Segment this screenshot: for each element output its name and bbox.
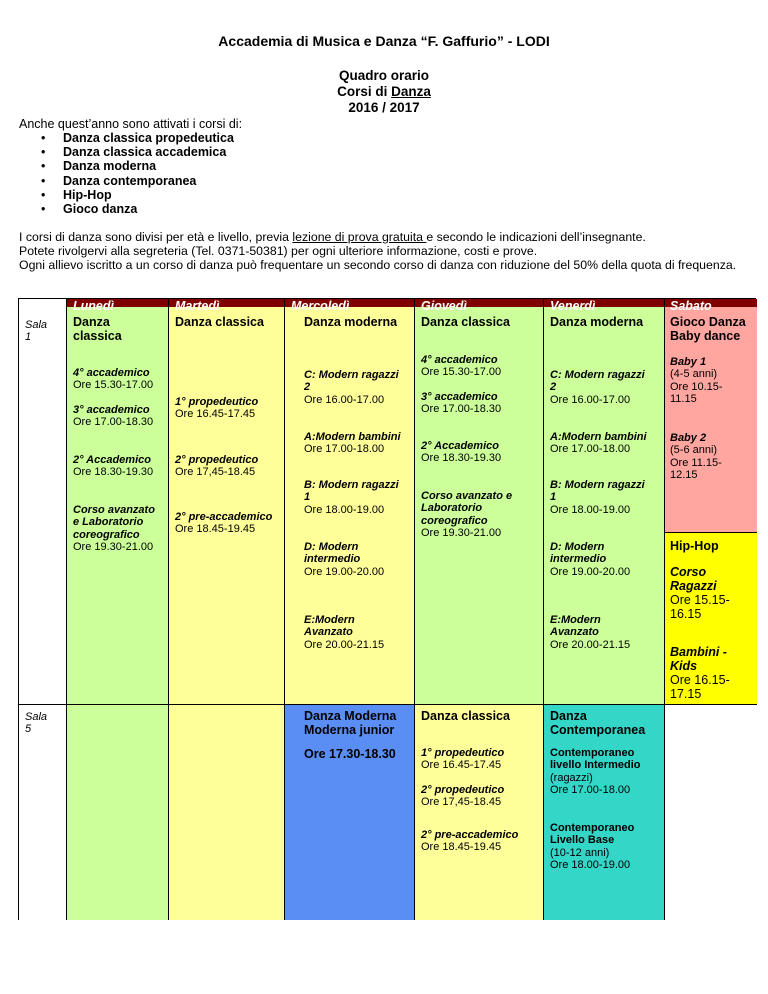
para-text: e secondo le indicazioni dell’insegnante. xyxy=(426,230,646,244)
day-thursday: Giovedì xyxy=(421,299,467,313)
sala1-label-cell xyxy=(19,299,67,705)
friday-course: A:Modern bambini Ore 17.00-18.00 xyxy=(550,431,647,456)
wednesday-course: A:Modern bambini Ore 17.00-18.00 xyxy=(304,431,401,456)
sala5-tuesday-cell xyxy=(169,705,285,920)
wednesday-title: Danza moderna xyxy=(304,315,398,329)
sala5-label-cell xyxy=(19,705,67,920)
sala5-friday-cell xyxy=(544,705,665,920)
list-item: • Danza moderna xyxy=(41,159,234,173)
intro-text: Anche quest’anno sono attivati i corsi di: xyxy=(19,117,243,131)
hiphop-title: Hip-Hop xyxy=(670,539,719,553)
courses-heading-prefix: Corsi di xyxy=(337,84,392,99)
day-monday: Lunedì xyxy=(73,299,114,313)
sala5-wednesday-cell xyxy=(285,705,415,920)
sala5-friday-course: Contemporaneo livello Intermedio (ragazzi) Ore 17.00-18.00 xyxy=(550,747,641,796)
monday-title: Danza classica xyxy=(73,315,122,343)
friday-course: C: Modern ragazzi 2 Ore 16.00-17.00 xyxy=(550,369,645,406)
sala1-tuesday-cell xyxy=(169,299,285,705)
tuesday-course: 2° propedeutico Ore 17,45-18.45 xyxy=(175,454,259,479)
list-item: • Danza classica accademica xyxy=(41,145,234,159)
para-text: Ogni allievo iscritto a un corso di danza può frequentare un secondo corso di danza con riduzione del 50% della quota di frequenza. xyxy=(19,258,737,273)
wednesday-course: D: Modern intermedio Ore 19.00-20.00 xyxy=(304,541,385,578)
sala5-thursday-course: 2° pre-accademico Ore 18.45-19.45 xyxy=(421,829,519,854)
sala5-thursday-course: 1° propedeutico Ore 16.45-17.45 xyxy=(421,747,505,772)
saturday-title: Gioco Danza Baby dance xyxy=(670,315,746,343)
sala5-friday-course: Contemporaneo Livello Base (10-12 anni) Ore 18.00-19.00 xyxy=(550,822,635,871)
thursday-course: Corso avanzato e Laboratorio coreografico Ore 19.30-21.00 xyxy=(421,490,513,539)
tuesday-course: 1° propedeutico Ore 16.45-17.45 xyxy=(175,396,259,421)
list-item: • Danza contemporanea xyxy=(41,174,234,188)
monday-course: 4° accademico Ore 15.30-17.00 xyxy=(73,367,154,392)
sala5-label: Sala 5 xyxy=(25,711,48,736)
friday-course: B: Modern ragazzi 1 Ore 18.00-19.00 xyxy=(550,479,645,516)
sala1-label: Sala 1 xyxy=(25,319,48,344)
free-trial-text: lezione di prova gratuita xyxy=(292,230,427,244)
sala5-friday-title: Danza Contemporanea xyxy=(550,709,646,737)
tuesday-title: Danza classica xyxy=(175,315,264,329)
list-item: • Gioco danza xyxy=(41,202,234,216)
schedule-heading: Quadro orario xyxy=(338,68,429,83)
hiphop-course: Corso Ragazzi Ore 15.15- 16.15 xyxy=(670,565,730,621)
thursday-course: 3° accademico Ore 17.00-18.30 xyxy=(421,391,502,416)
schedule-table xyxy=(18,298,756,920)
list-item: • Hip-Hop xyxy=(41,188,234,202)
monday-course: 2° Accademico Ore 18.30-19.30 xyxy=(73,454,154,479)
friday-course: E:Modern Avanzato Ore 20.00-21.15 xyxy=(550,614,631,651)
day-tuesday: Martedì xyxy=(175,299,220,313)
info-paragraph xyxy=(19,230,754,273)
day-wednesday: Mercoledì xyxy=(291,299,350,313)
thursday-title: Danza classica xyxy=(421,315,510,329)
sala5-thursday-cell xyxy=(415,705,544,920)
wednesday-course: C: Modern ragazzi 2 Ore 16.00-17.00 xyxy=(304,369,399,406)
friday-course: D: Modern intermedio Ore 19.00-20.00 xyxy=(550,541,631,578)
sala5-saturday-cell xyxy=(665,705,757,920)
sala5-wednesday-title: Danza Moderna Moderna junior xyxy=(304,709,397,737)
monday-course: 3° accademico Ore 17.00-18.30 xyxy=(73,404,154,429)
year-heading: 2016 / 2017 xyxy=(348,100,420,115)
academy-title: Accademia di Musica e Danza “F. Gaffurio” - LODI xyxy=(218,33,550,49)
saturday-course: Baby 1 (4-5 anni) Ore 10.15- 11.15 xyxy=(670,356,723,405)
sala5-monday-cell xyxy=(67,705,169,920)
sala5-thursday-course: 2° propedeutico Ore 17,45-18.45 xyxy=(421,784,505,809)
courses-heading xyxy=(0,84,768,99)
thursday-course: 4° accademico Ore 15.30-17.00 xyxy=(421,354,502,379)
para-text: Potete rivolgervi alla segreteria (Tel. 0371-50381) per ogni ulteriore informazione, costi e prove. xyxy=(19,244,538,259)
friday-title: Danza moderna xyxy=(550,315,644,329)
courses-list xyxy=(41,131,234,216)
wednesday-course: E:Modern Avanzato Ore 20.00-21.15 xyxy=(304,614,385,651)
monday-course: Corso avanzato e Laboratorio coreografico Ore 19.30-21.00 xyxy=(73,504,155,553)
tuesday-course: 2° pre-accademico Ore 18.45-19.45 xyxy=(175,511,273,536)
sala5-wednesday-time: Ore 17.30-18.30 xyxy=(304,747,396,761)
wednesday-course: B: Modern ragazzi 1 Ore 18.00-19.00 xyxy=(304,479,399,516)
courses-heading-word: Danza xyxy=(391,84,431,99)
sala1-monday-cell xyxy=(67,299,169,705)
thursday-course: 2° Accademico Ore 18.30-19.30 xyxy=(421,440,502,465)
day-saturday: Sabato xyxy=(670,299,712,313)
day-friday: Venerdì xyxy=(550,299,596,313)
list-item: • Danza classica propedeutica xyxy=(41,131,234,145)
para-text: I corsi di danza sono divisi per età e livello, previa xyxy=(19,230,293,244)
sala5-thursday-title: Danza classica xyxy=(421,709,510,723)
hiphop-course: Bambini - Kids Ore 16.15- 17.15 xyxy=(670,645,730,701)
saturday-course: Baby 2 (5-6 anni) Ore 11.15- 12.15 xyxy=(670,432,722,481)
